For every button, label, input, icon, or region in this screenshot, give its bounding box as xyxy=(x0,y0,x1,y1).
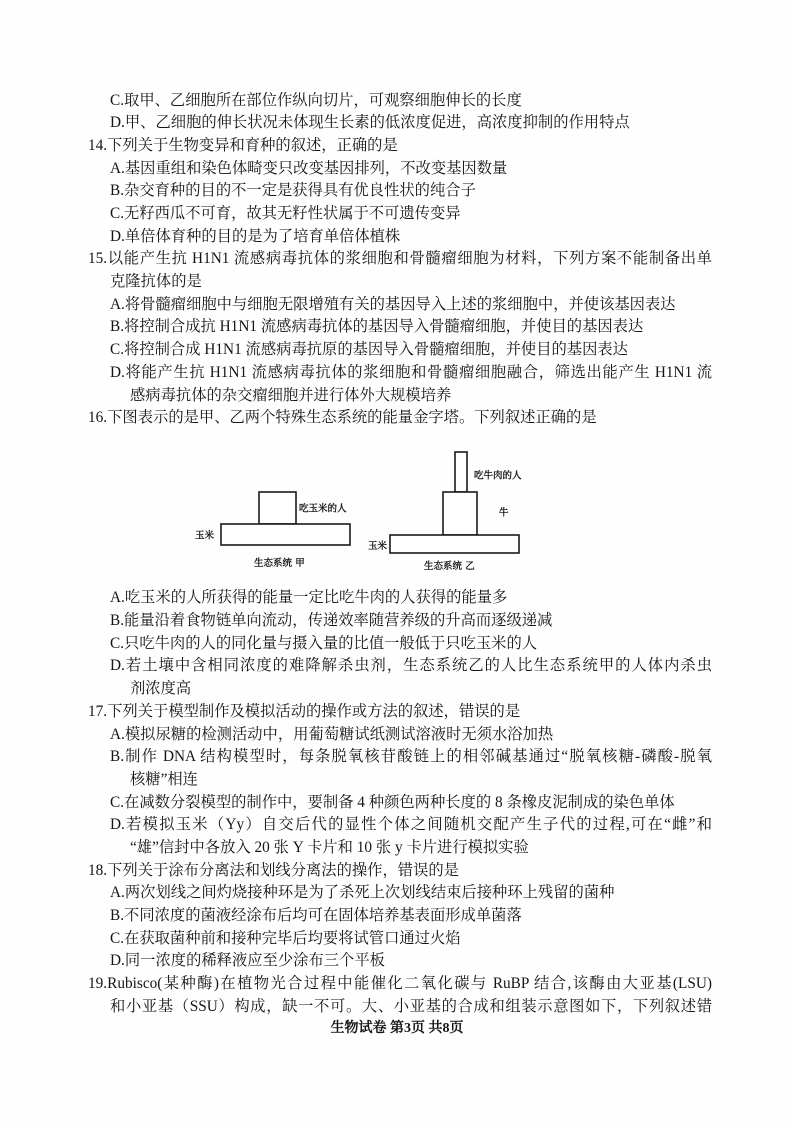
question-number: 17. xyxy=(88,702,108,720)
q14-option-c xyxy=(0,203,794,226)
option-line xyxy=(0,746,712,769)
q18-option-c xyxy=(0,928,794,951)
option-text: 同一浓度的稀释液应至少涂布三个平板 xyxy=(124,952,385,970)
ecosystem-b-middle-level xyxy=(443,492,477,535)
option-label: A. xyxy=(110,159,125,177)
option-label: D. xyxy=(110,952,125,970)
option-label: A. xyxy=(110,295,125,313)
option-label: C. xyxy=(110,929,125,947)
option-label: C. xyxy=(110,341,125,359)
ecosystem-b-middle-label: 牛 xyxy=(499,507,509,519)
q14-option-d xyxy=(0,226,794,249)
question-number: 19. xyxy=(88,975,108,993)
q17-option-c xyxy=(0,792,794,815)
q16-stem xyxy=(0,407,794,430)
option-text: 模拟尿糖的检测活动中，用葡萄糖试纸测试溶液时无须水浴加热 xyxy=(124,725,554,743)
option-line-continued: 感病毒抗体的杂交瘤细胞并进行体外大规模培养 xyxy=(130,386,452,404)
q18-option-d xyxy=(0,950,794,973)
ecosystem-a-top-label: 吃玉米的人 xyxy=(299,503,347,515)
ecosystem-b-top-level xyxy=(455,452,467,492)
option-label: D. xyxy=(110,114,125,132)
question-18 xyxy=(0,860,794,973)
ecosystem-a-base-label: 玉米 xyxy=(195,530,215,542)
q16-option-b xyxy=(0,610,794,633)
option-text: 基因重组和染色体畸变只改变基因排列，不改变基因数量 xyxy=(124,159,508,177)
option-label: A. xyxy=(110,725,125,743)
q14-option-b xyxy=(0,180,794,203)
question-number: 16. xyxy=(88,409,108,427)
q19-stem-continued: 和小亚基（SSU）构成，缺一不可。大、小亚基的合成和组装示意图如下，下列叙述错 xyxy=(110,997,712,1015)
option-label: C. xyxy=(110,634,125,652)
option-line xyxy=(0,814,712,837)
option-label: A. xyxy=(110,589,125,607)
option-label: D. xyxy=(110,657,125,675)
option-label: B. xyxy=(110,907,125,925)
q15-option-c xyxy=(0,339,794,362)
option-text: 将骨髓瘤细胞中与细胞无限增殖有关的基因导入上述的浆细胞中，并使该基因表达 xyxy=(124,295,676,313)
option-text: 取甲、乙细胞所在部位作纵向切片，可观察细胞伸长的长度 xyxy=(124,91,522,109)
question-text: 下图表示的是甲、乙两个特殊生态系统的能量金字塔。下列叙述正确的是 xyxy=(107,409,597,427)
ecosystem-b-base-label: 玉米 xyxy=(368,540,388,552)
option-text: 将控制合成 H1N1 流感病毒抗原的基因导入骨髓瘤细胞，并使目的基因表达 xyxy=(124,341,628,359)
q13-option-c xyxy=(0,90,794,113)
option-label: C. xyxy=(110,205,125,223)
q15-stem-continued: 克隆抗体的是 xyxy=(110,273,202,291)
ecosystem-b-base-level xyxy=(390,535,519,553)
option-text: 在获取菌种前和接种完毕后均要将试管口通过火焰 xyxy=(124,929,461,947)
q17-option-a xyxy=(0,724,794,747)
option-text: 无籽西瓜不可育，故其无籽性状属于不可遗传变异 xyxy=(124,205,461,223)
option-line xyxy=(0,655,712,678)
question-15 xyxy=(0,248,794,407)
option-label: B. xyxy=(110,182,125,200)
option-label: B. xyxy=(110,612,125,630)
option-line xyxy=(0,362,712,385)
question-17 xyxy=(0,701,794,860)
page-footer: 生物试卷 第3页 共8页 xyxy=(330,1021,464,1037)
q14-option-a xyxy=(0,158,794,181)
ecosystem-a-caption: 生态系统 甲 xyxy=(254,557,305,569)
option-text: 甲、乙细胞的伸长状况未体现生长素的低浓度促进，高浓度抑制的作用特点 xyxy=(124,114,630,132)
question-text: 下列关于涂布分离法和划线分离法的操作，错误的是 xyxy=(107,861,459,879)
question-number: 15. xyxy=(88,250,108,268)
q14-stem xyxy=(0,135,794,158)
question-16 xyxy=(0,407,794,701)
q17-option-d xyxy=(0,814,794,859)
q18-stem xyxy=(0,860,794,883)
option-label: C. xyxy=(110,793,125,811)
option-text: 将能产生抗 H1N1 流感病毒抗体的浆细胞和骨髓瘤细胞融合，筛选出能产生 H1N1 流 xyxy=(124,363,712,381)
option-line-continued: 核糖”相连 xyxy=(130,770,198,788)
option-line-continued: 剂浓度高 xyxy=(130,680,192,698)
q18-option-a xyxy=(0,882,794,905)
option-text: 吃玉米的人所获得的能量一定比吃牛肉的人获得的能量多 xyxy=(124,589,508,607)
ecosystem-b xyxy=(368,452,522,572)
option-text: 将控制合成抗 H1N1 流感病毒抗体的基因导入骨髓瘤细胞，并使目的基因表达 xyxy=(124,318,644,336)
option-text: 不同浓度的菌液经涂布后均可在固体培养基表面形成单菌落 xyxy=(124,907,522,925)
option-label: D. xyxy=(110,227,125,245)
energy-pyramid-diagram xyxy=(0,430,794,588)
q13-option-d xyxy=(0,112,794,135)
option-text: 杂交育种的目的不一定是获得具有优良性状的纯合子 xyxy=(124,182,476,200)
question-14 xyxy=(0,135,794,248)
ecosystem-b-caption: 生态系统 乙 xyxy=(424,560,475,572)
option-text: 单倍体育种的目的是为了培育单倍体植株 xyxy=(124,227,401,245)
option-label: C. xyxy=(110,91,125,109)
option-text: 若模拟玉米（Yy）自交后代的显性个体之间随机交配产生子代的过程,可在“雌”和 xyxy=(124,816,712,834)
ecosystem-a-base-level xyxy=(221,524,350,545)
option-label: B. xyxy=(110,748,125,766)
q18-option-b xyxy=(0,905,794,928)
q15-option-d xyxy=(0,362,794,407)
option-label: B. xyxy=(110,318,125,336)
q17-option-b xyxy=(0,746,794,791)
option-text: 两次划线之间灼烧接种环是为了杀死上次划线结束后接种环上残留的菌种 xyxy=(124,884,615,902)
ecosystem-a-top-level xyxy=(259,492,296,524)
q19-stem xyxy=(0,973,712,996)
question-number: 14. xyxy=(88,136,108,154)
question-text: Rubisco(某种酶)在植物光合过程中能催化二氧化碳与 RuBP 结合,该酶由大亚基(LSU) xyxy=(107,975,712,993)
q16-option-d xyxy=(0,655,794,700)
question-text: 以能产生抗 H1N1 流感病毒抗体的浆细胞和骨髓瘤细胞为材料，下列方案不能制备出单 xyxy=(107,250,712,268)
q15-stem xyxy=(0,248,712,271)
ecosystem-b-top-label: 吃牛肉的人 xyxy=(474,470,522,482)
question-number: 18. xyxy=(88,861,108,879)
q16-option-c xyxy=(0,633,794,656)
option-text: 在减数分裂模型的制作中，要制备 4 种颜色两种长度的 8 条橡皮泥制成的染色单体 xyxy=(124,793,675,811)
option-label: D. xyxy=(110,363,125,381)
page-content xyxy=(0,90,794,1042)
option-text: 能量沿着食物链单向流动，传递效率随营养级的升高而逐级递减 xyxy=(124,612,553,630)
q15-option-a xyxy=(0,294,794,317)
option-text: 制作 DNA 结构模型时，每条脱氧核苷酸链上的相邻碱基通过“脱氧核糖-磷酸-脱氧 xyxy=(124,748,712,766)
question-text: 下列关于模型制作及模拟活动的操作或方法的叙述，错误的是 xyxy=(107,702,521,720)
question-13-continued xyxy=(0,90,794,135)
q16-option-a xyxy=(0,587,794,610)
energy-pyramid-figure xyxy=(0,430,794,588)
question-19 xyxy=(0,973,794,1018)
ecosystem-a xyxy=(195,492,350,569)
question-text: 下列关于生物变异和育种的叙述，正确的是 xyxy=(107,136,398,154)
option-line-continued: “雄”信封中各放入 20 张 Y 卡片和 10 张 y 卡片进行模拟实验 xyxy=(130,838,529,856)
q15-option-b xyxy=(0,316,794,339)
option-label: D. xyxy=(110,816,125,834)
option-text: 只吃牛肉的人的同化量与摄入量的比值一般低于只吃玉米的人 xyxy=(124,634,538,652)
q17-stem xyxy=(0,701,794,724)
option-text: 若土壤中含相同浓度的难降解杀虫剂，生态系统乙的人比生态系统甲的人体内杀虫 xyxy=(124,657,712,675)
option-label: A. xyxy=(110,884,125,902)
